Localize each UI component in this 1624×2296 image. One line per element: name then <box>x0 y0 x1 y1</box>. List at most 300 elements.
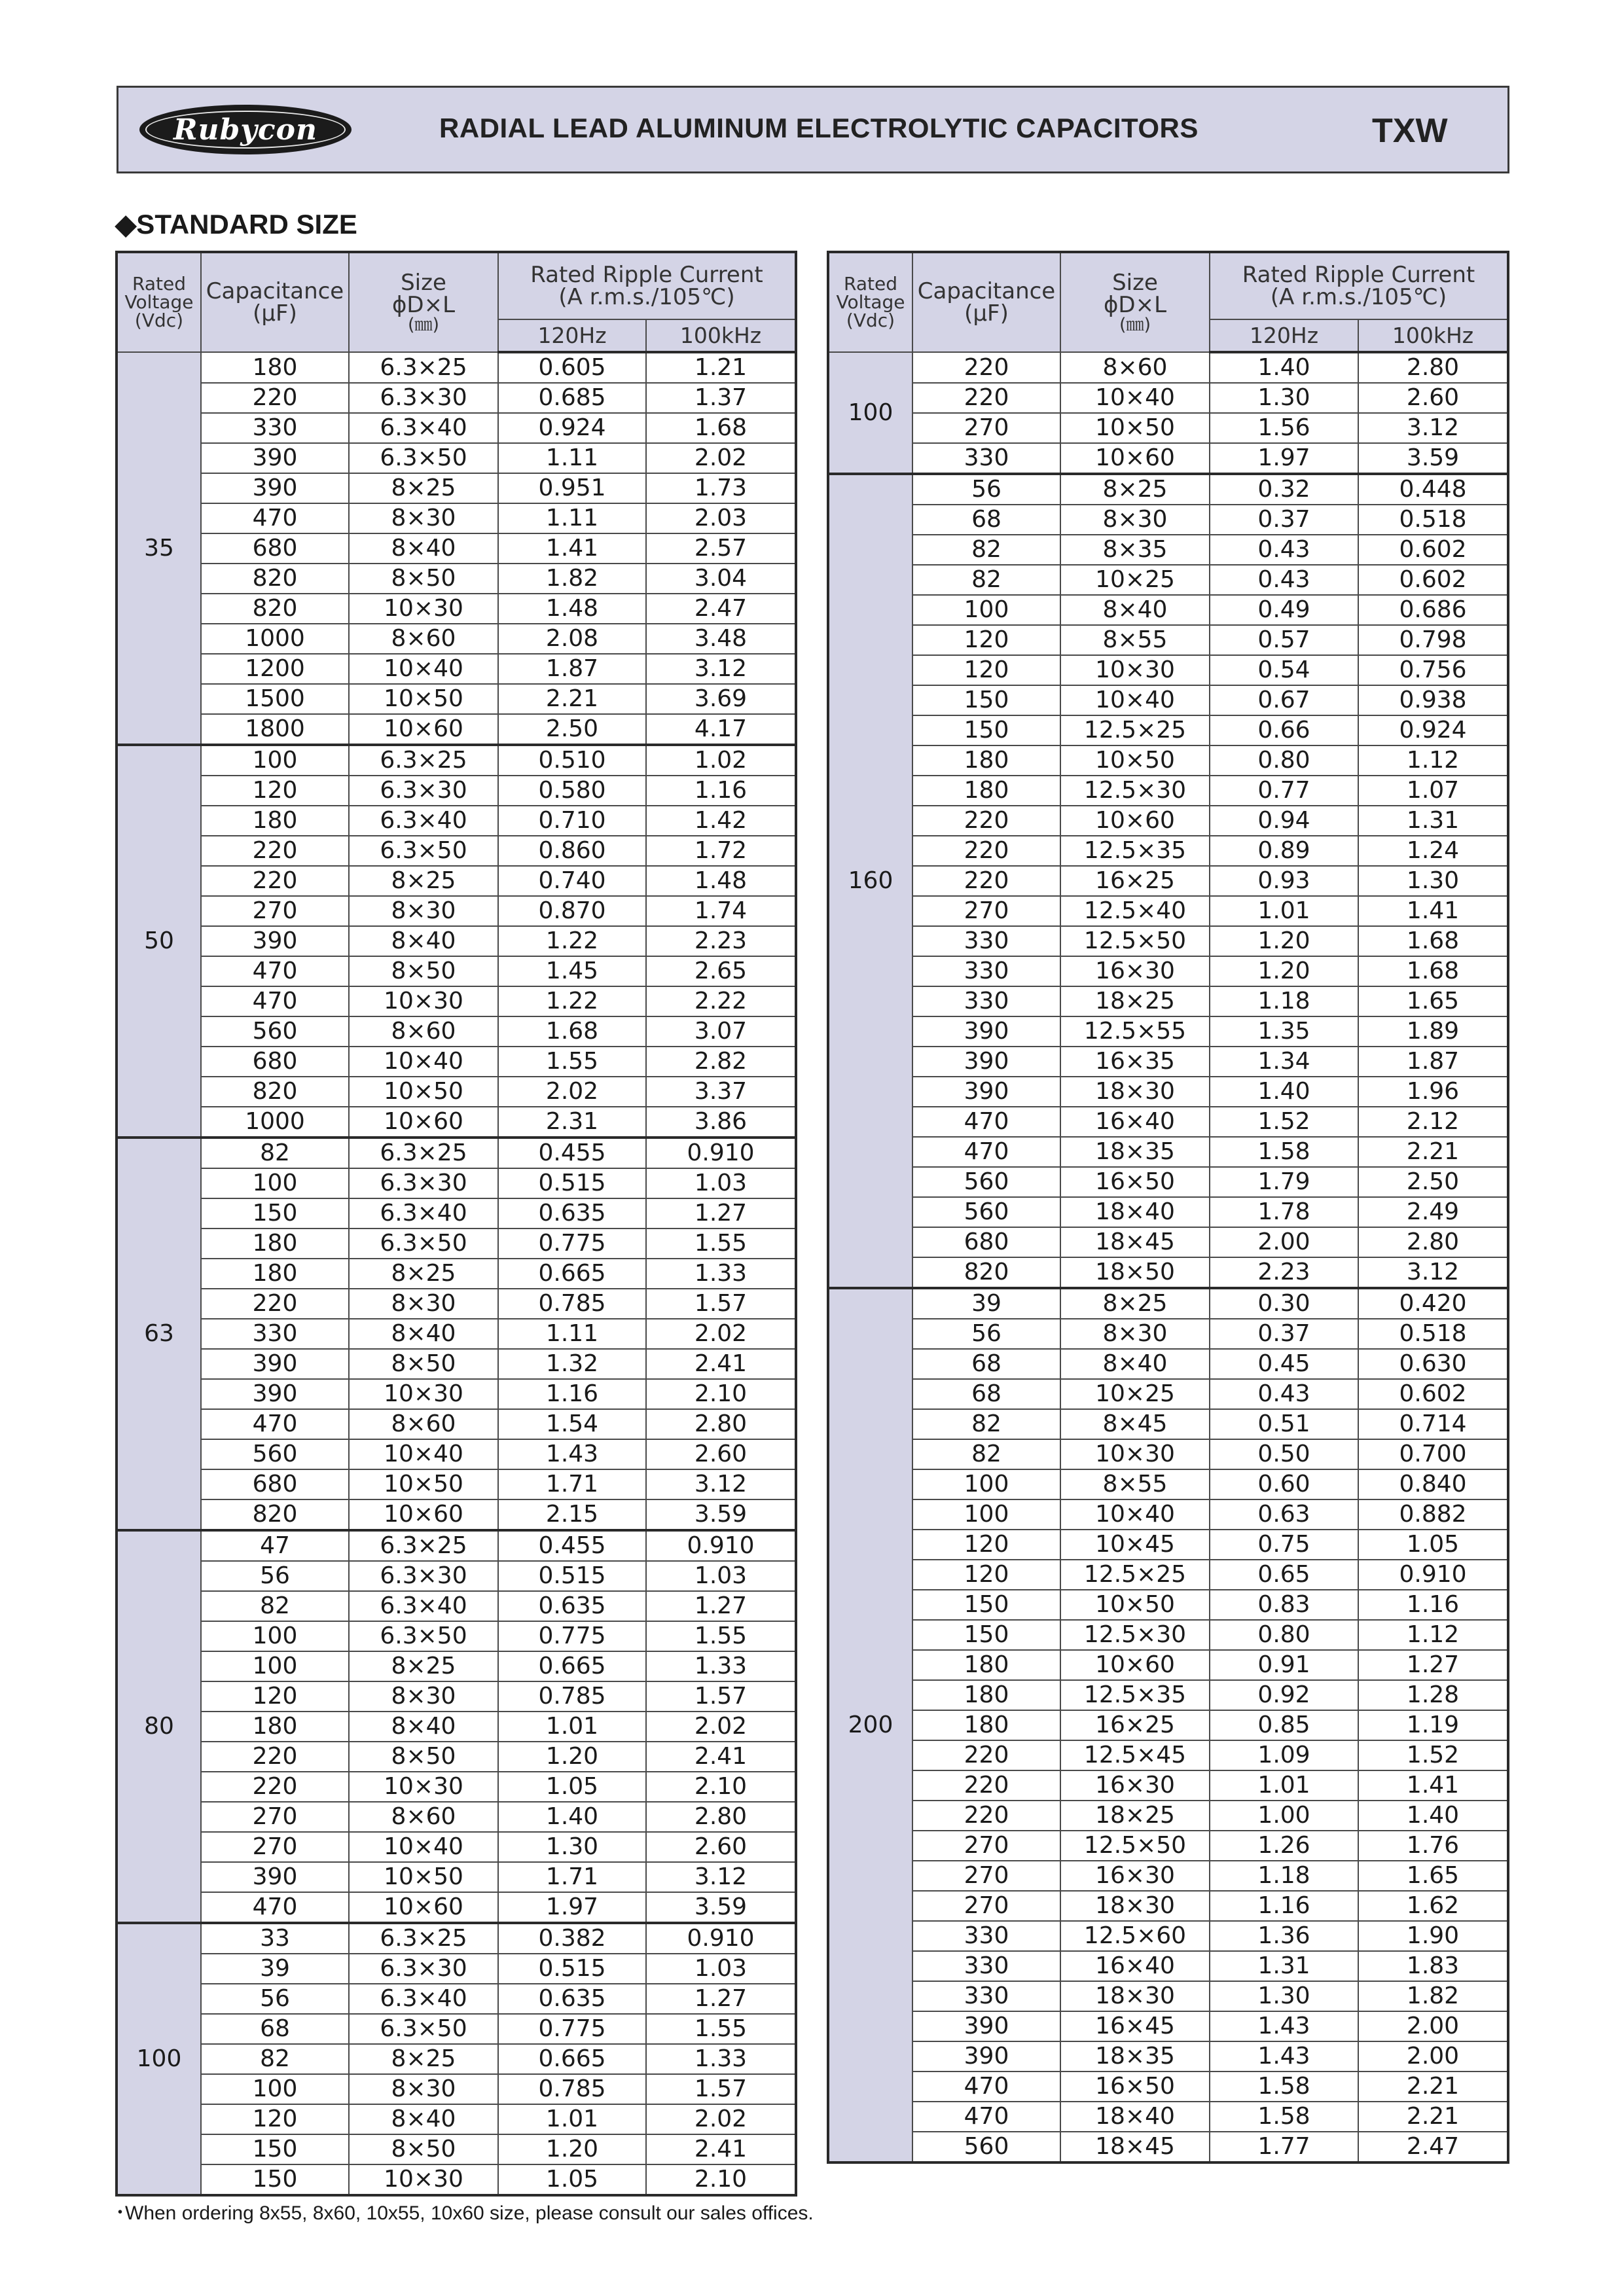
size-cell: 12.5×30 <box>1060 776 1210 806</box>
capacitance-cell: 39 <box>201 1954 349 1984</box>
ripple-120hz-cell: 1.05 <box>498 2164 646 2195</box>
ripple-120hz-cell: 1.18 <box>1210 1861 1358 1891</box>
ripple-120hz-cell: 1.58 <box>1210 2102 1358 2132</box>
capacitance-cell: 150 <box>912 685 1060 715</box>
ripple-100khz-cell: 1.41 <box>1358 1770 1508 1801</box>
ripple-100khz-cell: 2.60 <box>1358 383 1508 413</box>
ripple-100khz-cell: 2.02 <box>646 1712 796 1742</box>
size-cell: 8×55 <box>1060 1469 1210 1499</box>
ripple-100khz-cell: 0.686 <box>1358 595 1508 625</box>
capacitance-cell: 56 <box>201 1984 349 2014</box>
size-cell: 12.5×25 <box>1060 715 1210 745</box>
size-cell: 18×45 <box>1060 2132 1210 2162</box>
capacitance-cell: 560 <box>201 1016 349 1047</box>
ripple-100khz-cell: 1.16 <box>1358 1590 1508 1620</box>
capacitance-cell: 150 <box>201 2164 349 2195</box>
size-cell: 8×50 <box>349 2134 498 2164</box>
capacitance-cell: 390 <box>201 1379 349 1409</box>
capacitance-cell: 220 <box>912 806 1060 836</box>
capacitance-cell: 330 <box>201 413 349 443</box>
capacitance-cell: 220 <box>201 1772 349 1802</box>
capacitance-cell: 560 <box>912 2132 1060 2162</box>
capacitance-cell: 100 <box>201 1651 349 1681</box>
ripple-120hz-cell: 0.66 <box>1210 715 1358 745</box>
capacitance-cell: 820 <box>201 564 349 594</box>
ripple-120hz-cell: 0.635 <box>498 1984 646 2014</box>
table-row <box>117 1862 796 1892</box>
table-row <box>117 443 796 473</box>
size-cell: 10×50 <box>1060 413 1210 443</box>
capacitance-cell: 1000 <box>201 1107 349 1138</box>
capacitance-cell: 270 <box>912 413 1060 443</box>
capacitance-cell: 82 <box>912 1409 1060 1439</box>
table-row <box>117 1289 796 1319</box>
capacitance-cell: 820 <box>201 1499 349 1530</box>
table-row <box>117 1047 796 1077</box>
ripple-100khz-cell: 1.55 <box>646 2014 796 2044</box>
capacitance-cell: 180 <box>912 1710 1060 1740</box>
series-code: TXW <box>1372 112 1448 150</box>
table-row <box>828 1499 1508 1530</box>
table-body-left <box>117 352 796 2195</box>
ripple-100khz-cell: 2.02 <box>646 2104 796 2134</box>
capacitance-cell: 680 <box>201 1047 349 1077</box>
size-cell: 10×30 <box>349 1379 498 1409</box>
size-cell: 10×60 <box>1060 806 1210 836</box>
ripple-100khz-cell: 2.23 <box>646 926 796 956</box>
ripple-100khz-cell: 1.33 <box>646 1651 796 1681</box>
table-row <box>828 715 1508 745</box>
table-row <box>828 505 1508 535</box>
size-cell: 18×35 <box>1060 1137 1210 1167</box>
capacitance-cell: 150 <box>912 1620 1060 1650</box>
table-row <box>117 1107 796 1138</box>
ripple-120hz-cell: 0.775 <box>498 2014 646 2044</box>
ripple-100khz-cell: 3.12 <box>1358 413 1508 443</box>
ripple-120hz-cell: 1.97 <box>498 1892 646 1923</box>
capacitance-cell: 82 <box>201 1591 349 1621</box>
table-row <box>117 1319 796 1349</box>
size-cell: 10×50 <box>349 1469 498 1499</box>
ripple-120hz-cell: 1.22 <box>498 986 646 1016</box>
capacitance-cell: 180 <box>912 745 1060 776</box>
ripple-100khz-cell: 0.798 <box>1358 625 1508 655</box>
capacitance-cell: 100 <box>201 2074 349 2104</box>
size-cell: 8×60 <box>349 1016 498 1047</box>
size-cell: 18×45 <box>1060 1227 1210 1257</box>
table-row <box>828 1590 1508 1620</box>
ripple-100khz-cell: 1.37 <box>646 383 796 413</box>
table-row <box>117 1923 796 1954</box>
size-cell: 6.3×30 <box>349 383 498 413</box>
table-row <box>117 503 796 533</box>
size-cell: 12.5×40 <box>1060 896 1210 926</box>
ripple-120hz-cell: 1.43 <box>498 1439 646 1469</box>
size-cell: 18×40 <box>1060 1197 1210 1227</box>
size-cell: 12.5×55 <box>1060 1016 1210 1047</box>
ripple-100khz-cell: 3.59 <box>1358 443 1508 474</box>
capacitance-cell: 180 <box>201 806 349 836</box>
ripple-120hz-cell: 0.43 <box>1210 535 1358 565</box>
ripple-100khz-cell: 1.19 <box>1358 1710 1508 1740</box>
ripple-120hz-cell: 1.16 <box>498 1379 646 1409</box>
ripple-120hz-cell: 0.515 <box>498 1954 646 1984</box>
capacitance-cell: 390 <box>201 1349 349 1379</box>
ripple-100khz-cell: 1.68 <box>1358 926 1508 956</box>
ripple-100khz-cell: 2.80 <box>1358 352 1508 383</box>
size-cell: 8×55 <box>1060 625 1210 655</box>
ripple-120hz-cell: 1.30 <box>1210 383 1358 413</box>
capacitance-cell: 270 <box>201 896 349 926</box>
size-cell: 6.3×50 <box>349 836 498 866</box>
ripple-100khz-cell: 3.12 <box>646 654 796 684</box>
ripple-100khz-cell: 2.02 <box>646 1319 796 1349</box>
ripple-100khz-cell: 2.47 <box>646 594 796 624</box>
table-row <box>117 745 796 776</box>
capacitance-cell: 100 <box>201 1168 349 1198</box>
table-row <box>828 655 1508 685</box>
table-row <box>828 1951 1508 1981</box>
ripple-100khz-cell: 1.52 <box>1358 1740 1508 1770</box>
ripple-120hz-cell: 0.50 <box>1210 1439 1358 1469</box>
table-row <box>828 1530 1508 1560</box>
size-cell: 10×30 <box>349 2164 498 2195</box>
ripple-100khz-cell: 1.82 <box>1358 1981 1508 2011</box>
capacitance-cell: 39 <box>912 1288 1060 1319</box>
ripple-100khz-cell: 1.33 <box>646 1259 796 1289</box>
capacitance-cell: 220 <box>912 866 1060 896</box>
ripple-120hz-cell: 1.26 <box>1210 1831 1358 1861</box>
table-row <box>117 1742 796 1772</box>
size-cell: 6.3×25 <box>349 1138 498 1168</box>
ripple-120hz-cell: 1.09 <box>1210 1740 1358 1770</box>
ripple-120hz-cell: 1.01 <box>498 2104 646 2134</box>
ripple-120hz-cell: 0.80 <box>1210 745 1358 776</box>
size-cell: 10×40 <box>349 1832 498 1862</box>
ripple-120hz-cell: 1.40 <box>1210 352 1358 383</box>
ripple-120hz-cell: 0.665 <box>498 1651 646 1681</box>
ripple-120hz-cell: 0.580 <box>498 776 646 806</box>
size-cell: 8×35 <box>1060 535 1210 565</box>
spec-table-left <box>115 251 797 2197</box>
size-cell: 6.3×50 <box>349 1621 498 1651</box>
ripple-120hz-cell: 0.92 <box>1210 1680 1358 1710</box>
capacitance-cell: 82 <box>912 1439 1060 1469</box>
table-row <box>828 595 1508 625</box>
table-row <box>828 1227 1508 1257</box>
size-cell: 8×40 <box>1060 595 1210 625</box>
ripple-100khz-cell: 2.80 <box>1358 1227 1508 1257</box>
ripple-120hz-cell: 1.18 <box>1210 986 1358 1016</box>
ripple-100khz-cell: 0.910 <box>646 1923 796 1954</box>
ripple-120hz-cell: 1.56 <box>1210 413 1358 443</box>
table-row <box>828 413 1508 443</box>
ripple-120hz-cell: 1.11 <box>498 1319 646 1349</box>
ripple-120hz-cell: 1.41 <box>498 533 646 564</box>
capacitance-cell: 330 <box>912 956 1060 986</box>
table-row <box>828 1379 1508 1409</box>
ripple-120hz-cell: 0.77 <box>1210 776 1358 806</box>
ripple-120hz-cell: 1.30 <box>498 1832 646 1862</box>
size-cell: 6.3×40 <box>349 1591 498 1621</box>
ripple-120hz-cell: 2.02 <box>498 1077 646 1107</box>
size-cell: 6.3×25 <box>349 352 498 383</box>
ripple-120hz-cell: 1.78 <box>1210 1197 1358 1227</box>
capacitance-cell: 120 <box>912 1530 1060 1560</box>
size-cell: 16×30 <box>1060 1861 1210 1891</box>
ripple-120hz-cell: 0.924 <box>498 413 646 443</box>
ripple-100khz-cell: 2.22 <box>646 986 796 1016</box>
ripple-120hz-cell: 0.510 <box>498 745 646 776</box>
size-cell: 8×25 <box>349 473 498 503</box>
capacitance-cell: 270 <box>201 1802 349 1832</box>
table-row <box>828 956 1508 986</box>
table-row <box>828 806 1508 836</box>
ripple-120hz-cell: 0.951 <box>498 473 646 503</box>
header-100khz: 100kHz <box>646 319 796 352</box>
capacitance-cell: 470 <box>912 2072 1060 2102</box>
size-cell: 6.3×30 <box>349 1168 498 1198</box>
size-cell: 8×45 <box>1060 1409 1210 1439</box>
header-ripple-current: Rated Ripple Current (A r.m.s./105℃) <box>1210 252 1508 319</box>
ripple-100khz-cell: 1.57 <box>646 1289 796 1319</box>
size-cell: 16×40 <box>1060 1107 1210 1137</box>
table-row <box>117 776 796 806</box>
size-cell: 10×60 <box>1060 443 1210 474</box>
ripple-120hz-cell: 1.40 <box>498 1802 646 1832</box>
ripple-120hz-cell: 0.83 <box>1210 1590 1358 1620</box>
ripple-120hz-cell: 0.860 <box>498 836 646 866</box>
size-cell: 10×50 <box>349 684 498 714</box>
ripple-120hz-cell: 1.05 <box>498 1772 646 1802</box>
table-row <box>828 1680 1508 1710</box>
size-cell: 18×30 <box>1060 1077 1210 1107</box>
ripple-120hz-cell: 1.20 <box>1210 956 1358 986</box>
table-row <box>117 1138 796 1168</box>
header-banner <box>117 86 1509 173</box>
capacitance-cell: 180 <box>201 1229 349 1259</box>
table-row <box>828 1439 1508 1469</box>
ripple-100khz-cell: 0.518 <box>1358 1319 1508 1349</box>
table-row <box>117 1530 796 1561</box>
capacitance-cell: 270 <box>912 1861 1060 1891</box>
capacitance-cell: 47 <box>201 1530 349 1561</box>
table-row <box>828 1891 1508 1921</box>
ripple-100khz-cell: 1.76 <box>1358 1831 1508 1861</box>
ripple-100khz-cell: 0.924 <box>1358 715 1508 745</box>
capacitance-cell: 330 <box>912 1921 1060 1951</box>
size-cell: 10×25 <box>1060 565 1210 595</box>
ripple-120hz-cell: 0.51 <box>1210 1409 1358 1439</box>
table-row <box>117 926 796 956</box>
table-row <box>117 1621 796 1651</box>
capacitance-cell: 56 <box>912 474 1060 505</box>
ripple-100khz-cell: 0.840 <box>1358 1469 1508 1499</box>
size-cell: 6.3×40 <box>349 413 498 443</box>
capacitance-cell: 120 <box>912 625 1060 655</box>
table-row <box>117 2134 796 2164</box>
ripple-100khz-cell: 1.30 <box>1358 866 1508 896</box>
table-row <box>117 1259 796 1289</box>
ripple-100khz-cell: 2.57 <box>646 533 796 564</box>
ripple-120hz-cell: 2.50 <box>498 714 646 745</box>
table-row <box>828 443 1508 474</box>
capacitance-cell: 390 <box>912 2011 1060 2041</box>
spec-table-right <box>827 251 1509 2164</box>
table-row <box>117 1409 796 1439</box>
ripple-100khz-cell: 1.27 <box>1358 1650 1508 1680</box>
ripple-100khz-cell: 1.40 <box>1358 1801 1508 1831</box>
capacitance-cell: 220 <box>912 1801 1060 1831</box>
capacitance-cell: 470 <box>201 1892 349 1923</box>
ripple-100khz-cell: 2.12 <box>1358 1107 1508 1137</box>
table-row <box>117 654 796 684</box>
capacitance-cell: 220 <box>201 383 349 413</box>
ripple-100khz-cell: 0.938 <box>1358 685 1508 715</box>
ripple-120hz-cell: 1.68 <box>498 1016 646 1047</box>
ripple-120hz-cell: 1.31 <box>1210 1951 1358 1981</box>
table-row <box>117 1349 796 1379</box>
capacitance-cell: 150 <box>201 1198 349 1229</box>
table-row <box>828 1167 1508 1197</box>
capacitance-cell: 390 <box>201 443 349 473</box>
capacitance-cell: 180 <box>912 776 1060 806</box>
table-row <box>117 1198 796 1229</box>
size-cell: 16×25 <box>1060 866 1210 896</box>
ripple-100khz-cell: 0.630 <box>1358 1349 1508 1379</box>
ripple-120hz-cell: 1.87 <box>498 654 646 684</box>
ripple-100khz-cell: 1.12 <box>1358 1620 1508 1650</box>
table-row <box>828 625 1508 655</box>
size-cell: 8×25 <box>349 1651 498 1681</box>
ripple-120hz-cell: 0.89 <box>1210 836 1358 866</box>
ripple-120hz-cell: 0.775 <box>498 1229 646 1259</box>
ripple-120hz-cell: 0.94 <box>1210 806 1358 836</box>
size-cell: 8×40 <box>349 533 498 564</box>
capacitance-cell: 150 <box>912 1590 1060 1620</box>
voltage-cell: 50 <box>117 745 201 1138</box>
table-row <box>828 1016 1508 1047</box>
ripple-120hz-cell: 0.65 <box>1210 1560 1358 1590</box>
capacitance-cell: 120 <box>201 1681 349 1712</box>
ripple-120hz-cell: 0.37 <box>1210 1319 1358 1349</box>
ripple-120hz-cell: 0.785 <box>498 2074 646 2104</box>
size-cell: 10×50 <box>349 1862 498 1892</box>
ripple-120hz-cell: 1.01 <box>498 1712 646 1742</box>
size-cell: 10×30 <box>349 986 498 1016</box>
table-row <box>828 1257 1508 1288</box>
ripple-120hz-cell: 2.15 <box>498 1499 646 1530</box>
ripple-100khz-cell: 2.50 <box>1358 1167 1508 1197</box>
ripple-100khz-cell: 3.59 <box>646 1892 796 1923</box>
ripple-100khz-cell: 4.17 <box>646 714 796 745</box>
ripple-120hz-cell: 1.97 <box>1210 443 1358 474</box>
size-cell: 8×25 <box>1060 474 1210 505</box>
size-cell: 6.3×25 <box>349 745 498 776</box>
capacitance-cell: 330 <box>912 443 1060 474</box>
table-row <box>117 1651 796 1681</box>
ripple-120hz-cell: 1.11 <box>498 443 646 473</box>
header-voltage: Rated Voltage (Vdc) <box>117 252 201 352</box>
ripple-100khz-cell: 1.05 <box>1358 1530 1508 1560</box>
ripple-120hz-cell: 0.91 <box>1210 1650 1358 1680</box>
table-row <box>828 896 1508 926</box>
size-cell: 6.3×40 <box>349 1198 498 1229</box>
ripple-100khz-cell: 1.55 <box>646 1229 796 1259</box>
logo-text: Rubycon <box>173 113 318 147</box>
table-row <box>828 565 1508 595</box>
ripple-100khz-cell: 1.48 <box>646 866 796 896</box>
size-cell: 8×40 <box>349 2104 498 2134</box>
size-cell: 12.5×25 <box>1060 1560 1210 1590</box>
size-cell: 10×50 <box>1060 745 1210 776</box>
table-row <box>117 1439 796 1469</box>
ripple-120hz-cell: 1.45 <box>498 956 646 986</box>
ripple-100khz-cell: 2.21 <box>1358 1137 1508 1167</box>
ripple-100khz-cell: 3.12 <box>1358 1257 1508 1288</box>
table-row <box>117 684 796 714</box>
ripple-120hz-cell: 1.71 <box>498 1862 646 1892</box>
header-120hz: 120Hz <box>498 319 646 352</box>
ripple-100khz-cell: 2.03 <box>646 503 796 533</box>
ripple-120hz-cell: 1.20 <box>1210 926 1358 956</box>
size-cell: 8×60 <box>349 1802 498 1832</box>
size-cell: 6.3×25 <box>349 1923 498 1954</box>
capacitance-cell: 330 <box>912 986 1060 1016</box>
size-cell: 8×30 <box>1060 505 1210 535</box>
table-row <box>117 1499 796 1530</box>
voltage-cell: 100 <box>117 1923 201 2195</box>
capacitance-cell: 470 <box>201 503 349 533</box>
ripple-100khz-cell: 1.03 <box>646 1954 796 1984</box>
ripple-100khz-cell: 1.73 <box>646 473 796 503</box>
table-row <box>828 1861 1508 1891</box>
ripple-120hz-cell: 0.515 <box>498 1561 646 1591</box>
size-cell: 8×40 <box>349 1319 498 1349</box>
ripple-120hz-cell: 0.75 <box>1210 1530 1358 1560</box>
ripple-120hz-cell: 1.16 <box>1210 1891 1358 1921</box>
rubycon-logo <box>139 105 352 154</box>
header-size: Size ϕD×L (㎜) <box>1060 252 1210 352</box>
ripple-100khz-cell: 1.21 <box>646 352 796 383</box>
capacitance-cell: 1000 <box>201 624 349 654</box>
ripple-100khz-cell: 1.68 <box>646 413 796 443</box>
capacitance-cell: 390 <box>201 1862 349 1892</box>
footnote: ･When ordering 8x55, 8x60, 10x55, 10x60 size, please consult our sales offices. <box>115 2202 814 2224</box>
capacitance-cell: 390 <box>912 1047 1060 1077</box>
capacitance-cell: 220 <box>201 836 349 866</box>
ripple-100khz-cell: 1.03 <box>646 1168 796 1198</box>
table-row <box>828 926 1508 956</box>
ripple-120hz-cell: 0.45 <box>1210 1349 1358 1379</box>
ripple-120hz-cell: 1.00 <box>1210 1801 1358 1831</box>
capacitance-cell: 470 <box>201 956 349 986</box>
table-row <box>828 836 1508 866</box>
ripple-100khz-cell: 1.07 <box>1358 776 1508 806</box>
ripple-100khz-cell: 2.02 <box>646 443 796 473</box>
ripple-100khz-cell: 1.02 <box>646 745 796 776</box>
ripple-120hz-cell: 0.93 <box>1210 866 1358 896</box>
table-row <box>828 1801 1508 1831</box>
ripple-120hz-cell: 1.34 <box>1210 1047 1358 1077</box>
table-row <box>828 1981 1508 2011</box>
table-row <box>117 1712 796 1742</box>
table-row <box>828 745 1508 776</box>
size-cell: 6.3×25 <box>349 1530 498 1561</box>
ripple-120hz-cell: 1.01 <box>1210 1770 1358 1801</box>
table-row <box>828 474 1508 505</box>
size-cell: 10×40 <box>1060 1499 1210 1530</box>
